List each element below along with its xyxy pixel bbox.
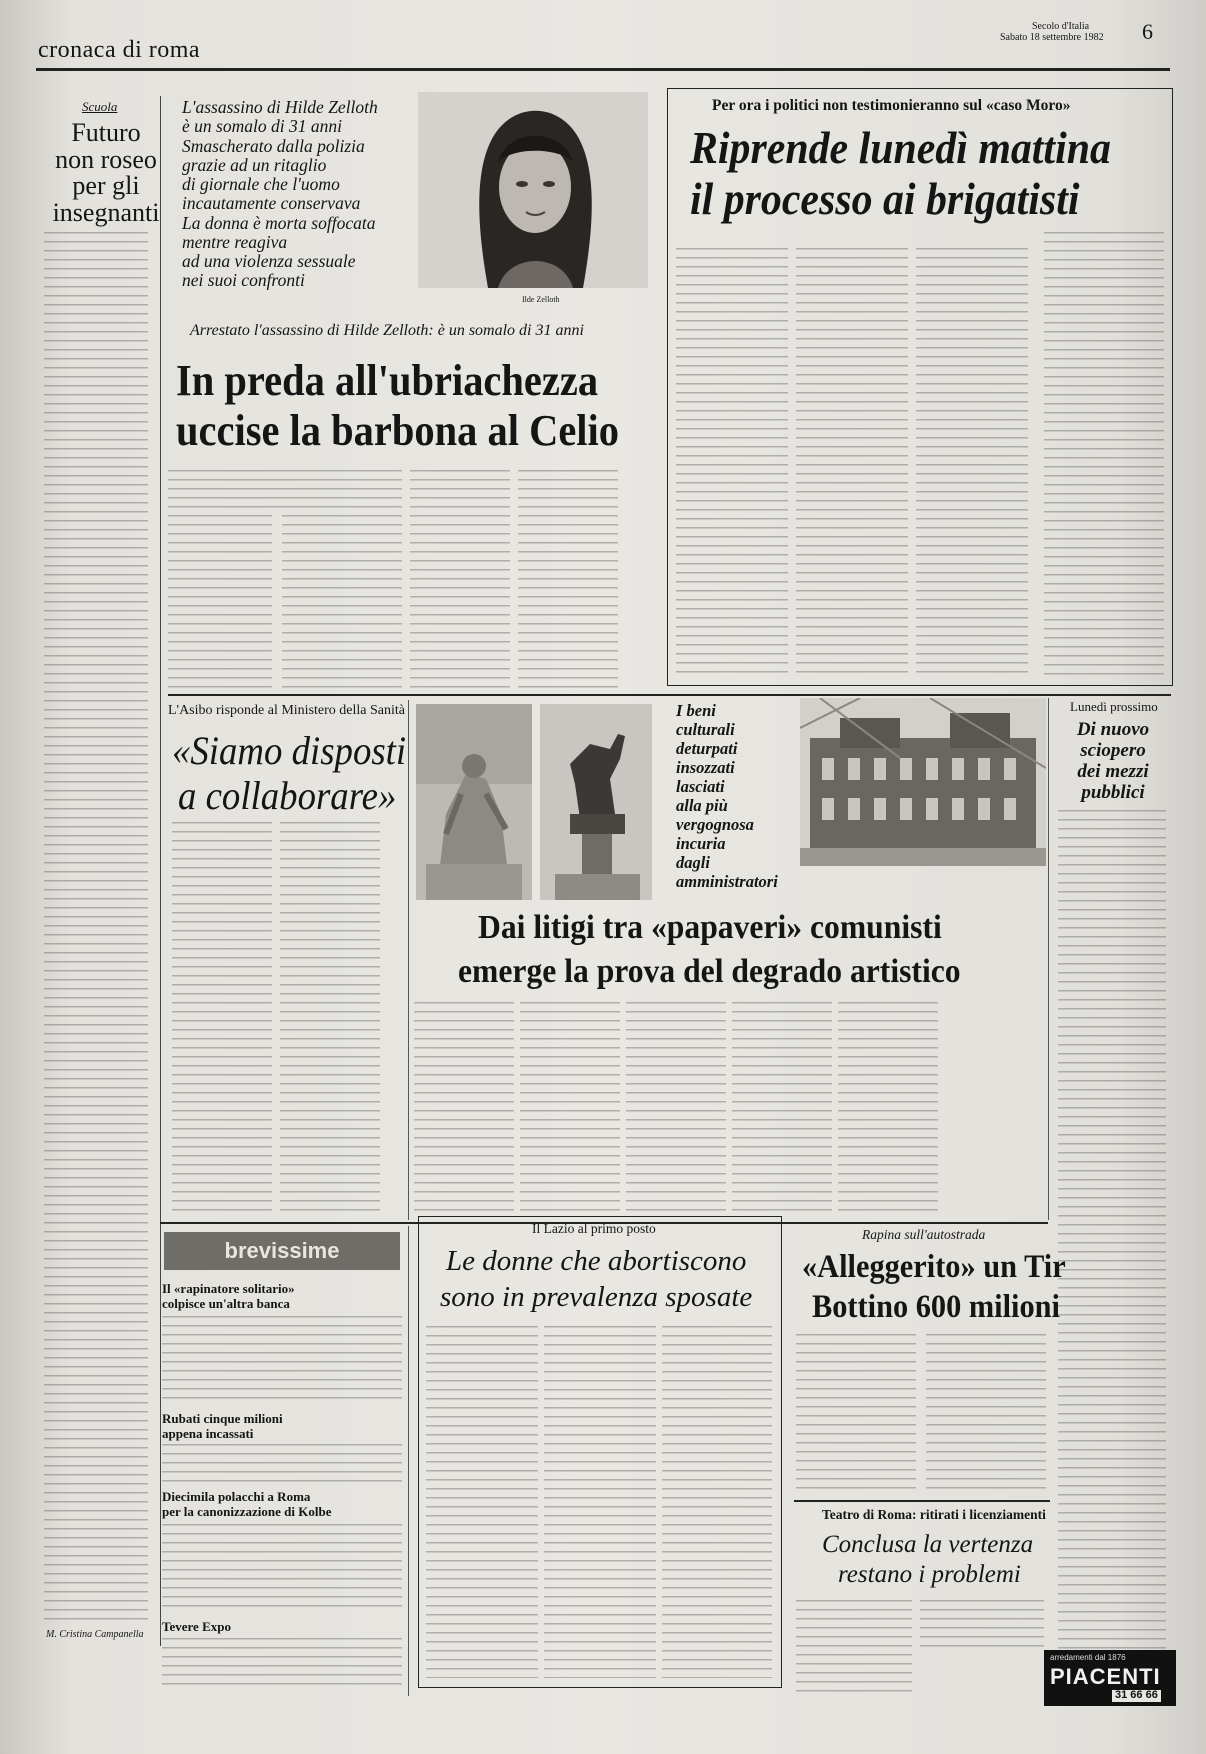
zelloth-headline-2: uccise la barbona al Celio [176, 406, 620, 455]
beni-side-line: dagli [676, 852, 710, 872]
teatro-headline-1: Conclusa la vertenza [822, 1531, 1034, 1558]
brevissime-label: brevissime [164, 1232, 400, 1270]
ad-brand: PIACENTI [1050, 1664, 1161, 1689]
brev-title-line: Tevere Expo [162, 1619, 231, 1634]
zelloth-subtitle: Arrestato l'assassino di Hilde Zelloth: è un somalo di 31 anni [190, 322, 584, 339]
moro-headline-2: il processo ai brigatisti [690, 174, 1080, 224]
intro-line: La donna è morta soffocata [182, 212, 376, 233]
section-rule [794, 1500, 1050, 1502]
column-divider [408, 700, 409, 1220]
teatro-col-1 [796, 1600, 912, 1692]
zelloth-headline-1: In preda all'ubriachezza [176, 356, 599, 405]
beni-col-4 [732, 1002, 832, 1217]
column-divider [408, 1226, 409, 1696]
left-title: Futuro non roseo per gli insegnanti [52, 118, 160, 227]
brev-title-line: colpisce un'altra banca [162, 1295, 290, 1311]
beni-col-2 [520, 1002, 620, 1217]
section-rule [168, 694, 1171, 696]
brevissime-item-2-body [162, 1444, 402, 1484]
teatro-col-2 [920, 1600, 1044, 1650]
intro-line: L'assassino di Hilde Zelloth [182, 97, 378, 117]
sciopero-line: sciopero [1080, 739, 1146, 761]
beni-side-line: incuria [676, 833, 726, 853]
beni-headline-1: Dai litigi tra «papaveri» comunisti [478, 909, 942, 946]
moro-col-3 [916, 248, 1028, 676]
beni-side-line: culturali [676, 719, 735, 739]
aborto-headline-2: sono in prevalenza sposate [440, 1281, 753, 1313]
beni-side-text [676, 702, 778, 892]
statue-photo-1 [416, 704, 532, 900]
rapina-headline-2: Bottino 600 milioni [812, 1289, 1060, 1325]
moro-headline-1: Riprende lunedì mattina [690, 123, 1111, 173]
zelloth-col-3 [410, 470, 510, 690]
aborto-col-2 [544, 1326, 656, 1678]
moro-kicker: Per ora i politici non testimonieranno sul «caso Moro» [712, 97, 1071, 114]
zelloth-lead [168, 470, 402, 510]
asibo-headline-1: «Siamo disposti [172, 728, 407, 773]
zelloth-photo [418, 92, 648, 288]
asibo-headline-2: a collaborare» [178, 773, 397, 818]
sciopero-line: Di nuovo [1076, 719, 1150, 740]
photo-caption: Ilde Zelloth [522, 295, 560, 304]
teatro-headline-2: restano i problemi [838, 1561, 1021, 1588]
beni-col-1 [414, 1002, 514, 1217]
left-kicker: Scuola [82, 99, 118, 114]
intro-line: ad una violenza sessuale [182, 251, 356, 271]
teatro-kicker: Teatro di Roma: ritirati i licenziamenti [822, 1507, 1046, 1522]
asibo-kicker: L'Asibo risponde al Ministero della Sanità [168, 703, 405, 718]
beni-col-5 [838, 1002, 938, 1217]
aborto-col-3 [662, 1326, 772, 1678]
sciopero-headline [1056, 720, 1170, 804]
paper-name: Secolo d'Italia [1032, 21, 1090, 32]
zelloth-col-4 [518, 470, 618, 690]
sciopero-line: dei mezzi [1077, 760, 1149, 782]
brev-title-line: per la canonizzazione di Kolbe [162, 1503, 332, 1519]
intro-line: nei suoi confronti [182, 270, 305, 291]
intro-line: incautamente conservava [182, 193, 361, 214]
aborto-kicker: Il Lazio al primo posto [532, 1221, 656, 1236]
sciopero-line: pubblici [1081, 781, 1145, 803]
beni-col-3 [626, 1002, 726, 1217]
beni-headline-2: emerge la prova del degrado artistico [458, 953, 961, 990]
beni-side-line: lasciati [676, 776, 725, 796]
beni-side-line: insozzati [676, 757, 735, 777]
ad-phone: 31 66 66 [1112, 1690, 1161, 1702]
beni-side-line: deturpati [676, 738, 738, 758]
building-photo [800, 698, 1046, 866]
brevissime-item-3-title [162, 1490, 331, 1520]
brev-title-line: Il «rapinatore solitario» [162, 1281, 295, 1296]
brevissime-item-4-body [162, 1638, 402, 1688]
intro-line: mentre reagiva [182, 231, 288, 252]
beni-side-line: alla più [676, 795, 728, 815]
brevissime-item-4-title [162, 1620, 231, 1635]
brevissime-item-2-title [162, 1412, 283, 1442]
zelloth-intro [182, 98, 392, 291]
brev-title-line: appena incassati [162, 1425, 254, 1441]
piacenti-ad [1044, 1650, 1176, 1706]
brevissime-item-1-title [162, 1282, 295, 1312]
brevissime-item-1-body [162, 1316, 402, 1406]
zelloth-col-1 [168, 515, 272, 690]
section-title: cronaca di roma [38, 37, 201, 63]
rapina-col-1 [796, 1334, 916, 1490]
sciopero-kicker: Lunedì prossimo [1070, 699, 1158, 714]
column-divider [160, 96, 161, 1646]
intro-line: è un somalo di 31 anni [182, 116, 342, 137]
statue-photo-2 [540, 704, 652, 900]
beni-side-line: I beni [676, 701, 716, 720]
beni-side-line: vergognosa [676, 814, 754, 834]
sciopero-body [1058, 810, 1166, 1650]
zelloth-col-2 [282, 515, 402, 690]
brev-title-line: Rubati cinque milioni [162, 1411, 283, 1426]
intro-line: grazie ad un ritaglio [182, 154, 327, 175]
ad-top: arredamenti dal 1876 [1050, 1653, 1126, 1662]
asibo-col-2 [280, 822, 380, 1217]
moro-col-1 [676, 248, 788, 676]
left-body-text [44, 232, 148, 1622]
moro-col-4 [1044, 232, 1164, 677]
moro-col-2 [796, 248, 908, 676]
issue-date: Sabato 18 settembre 1982 [1000, 32, 1104, 43]
column-divider [1048, 698, 1049, 1220]
page-number: 6 [1142, 19, 1153, 44]
brev-title-line: Diecimila polacchi a Roma [162, 1489, 311, 1504]
aborto-col-1 [426, 1326, 538, 1678]
header-rule [36, 68, 1170, 71]
rapina-col-2 [926, 1334, 1046, 1490]
beni-side-line: amministratori [676, 871, 778, 891]
asibo-col-1 [172, 822, 272, 1217]
left-byline: M. Cristina Campanella [46, 1629, 144, 1640]
intro-line: Smascherato dalla polizia [182, 135, 365, 156]
rapina-headline-1: «Alleggerito» un Tir [802, 1249, 1066, 1285]
brevissime-item-3-body [162, 1524, 402, 1614]
aborto-headline-1: Le donne che abortiscono [446, 1245, 747, 1277]
intro-line: di giornale che l'uomo [182, 174, 340, 194]
rapina-kicker: Rapina sull'autostrada [862, 1227, 986, 1242]
